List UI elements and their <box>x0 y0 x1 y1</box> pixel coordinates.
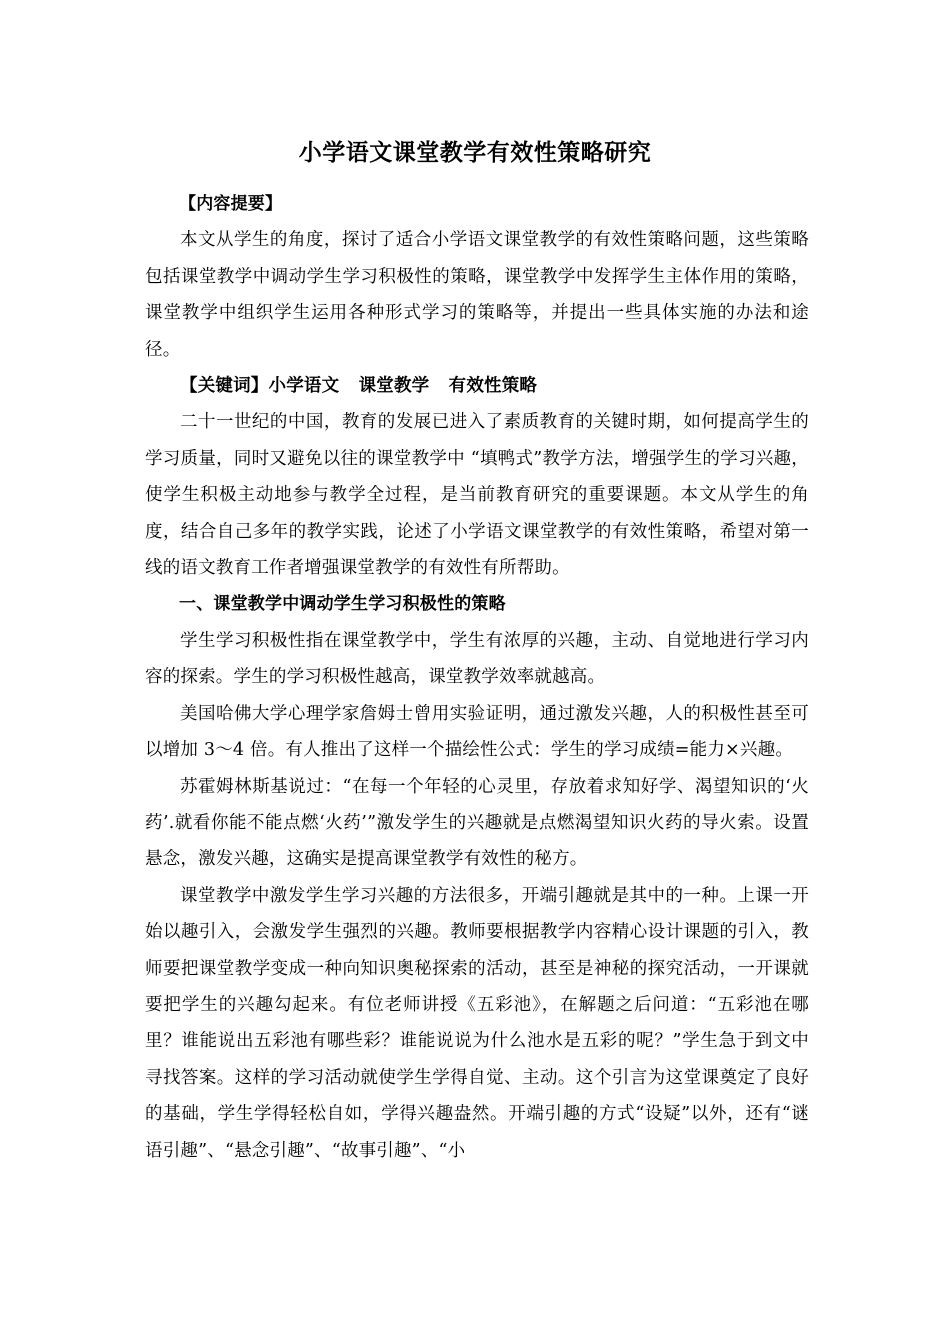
document-body <box>145 186 809 1169</box>
document-title: 小学语文课堂教学有效性策略研究 <box>298 140 652 166</box>
body-paragraph: 苏霍姆林斯基说过：“在每一个年轻的心灵里，存放着求知好学、渴望知识的‘火药’.就看你能不能点燃‘火药’”激发学生的兴趣就是点燃渴望知识火药的导火索。设置悬念，激发兴趣，这确实是提高课堂教学有效性的秘方。 <box>145 776 809 870</box>
keywords-line <box>145 368 809 404</box>
keyword: 课堂教学 <box>358 376 430 397</box>
body-paragraph: 美国哈佛大学心理学家詹姆士曾用实验证明，通过激发兴趣，人的积极性甚至可以增加 3～4 倍。有人推出了这样一个描绘性公式：学生的学习成绩=能力×兴趣。 <box>145 703 809 761</box>
intro-paragraph: 二十一世纪的中国，教育的发展已进入了素质教育的关键时期，如何提高学生的学习质量，同时又避免以往的课堂教学中 “填鸭式”教学方法，增强学生的学习兴趣，使学生积极主动地参与教学全过程，是当前教育研究的重要课题。本文从学生的角度，结合自己多年的教学实践，论述了小学语文课堂教学的有效性策略，希望对第一线的语文教育工作者增强课堂教学的有效性有所帮助。 <box>145 412 809 579</box>
keyword: 小学语文 <box>268 376 340 397</box>
section-heading: 一、课堂教学中调动学生学习积极性的策略 <box>179 594 506 615</box>
abstract-paragraph: 本文从学生的角度，探讨了适合小学语文课堂教学的有效性策略问题，这些策略包括课堂教学中调动学生学习积极性的策略，课堂教学中发挥学生主体作用的策略，课堂教学中组织学生运用各种形式学习的策略等，并提出一些具体实施的办法和途径。 <box>145 230 809 360</box>
keywords-label: 【关键词】 <box>180 376 269 397</box>
body-paragraph: 课堂教学中激发学生学习兴趣的方法很多，开端引趣就是其中的一种。上课一开始以趣引入，会激发学生强烈的兴趣。教师要根据教学内容精心设计课题的引入，教师要把课堂教学变成一种向知识奥秘探索的活动，甚至是神秘的探究活动，一开课就要把学生的兴趣勾起来。有位老师讲授《五彩池》，在解题之后问道：“五彩池在哪里？谁能说出五彩池有哪些彩？谁能说说为什么池水是五彩的呢？”学生急于到文中寻找答案。这样的学习活动就使学生学得自觉、主动。这个引言为这堂课奠定了良好的基础，学生学得轻松自如，学得兴趣盎然。开端引趣的方式“设疑”以外，还有“谜语引趣”、“悬念引趣”、“故事引趣”、“小 <box>145 885 809 1161</box>
abstract-heading: 【内容提要】 <box>179 194 283 214</box>
keyword: 有效性策略 <box>448 376 538 397</box>
body-paragraph: 学生学习积极性指在课堂教学中，学生有浓厚的兴趣，主动、自觉地进行学习内容的探索。学生的学习积极性越高，课堂教学效率就越高。 <box>145 630 809 688</box>
